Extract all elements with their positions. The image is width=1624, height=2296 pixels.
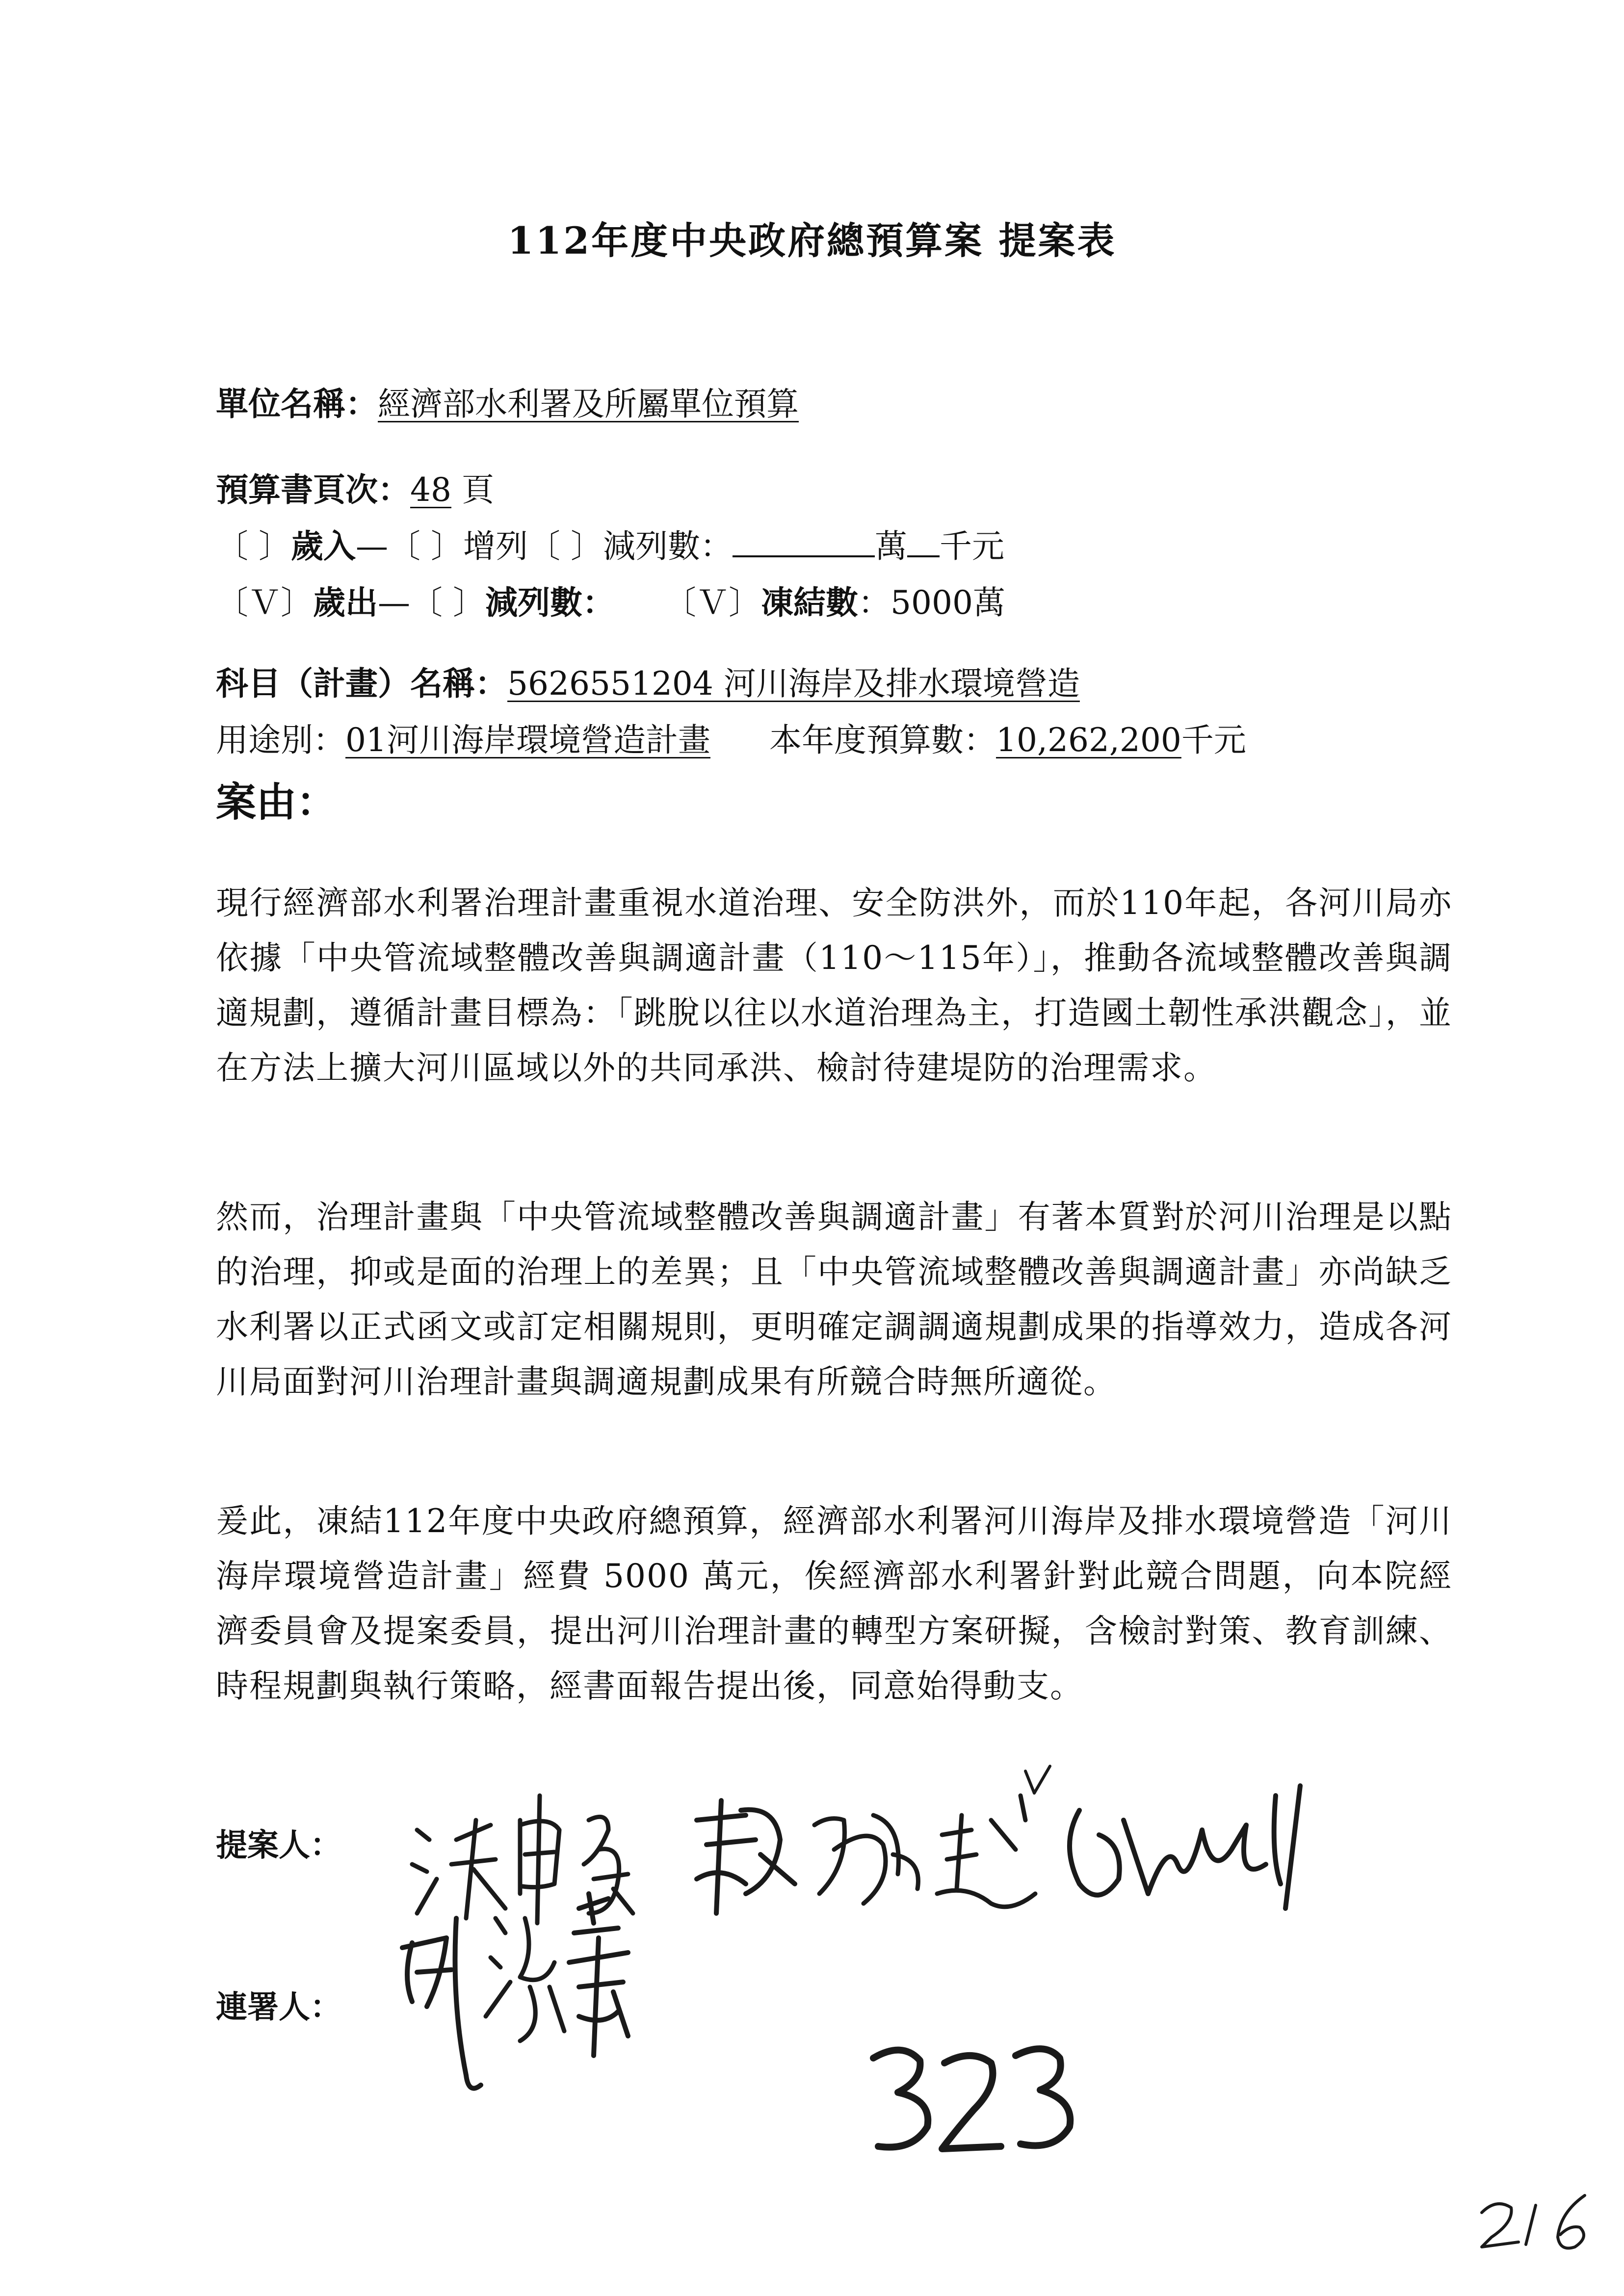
cosigner-label: 連署人： <box>216 1989 341 2026</box>
case-label: 案由： <box>216 779 337 826</box>
revenue-cut-label: 減列數： <box>602 527 733 565</box>
unit-value: 經濟部水利署及所屬單位預算 <box>378 385 799 423</box>
revenue-thousand: 千元 <box>939 527 1004 565</box>
paragraph-3: 爰此，凍結112年度中央政府總預算，經濟部水利署河川海岸及排水環境營造「河川海岸環境營造計畫」經費 5000 萬元，俟經濟部水利署針對此競合問題，向本院經濟委員會及提案委員，提出河川治理計畫的轉型方案研擬，含檢討對策、教育訓練、時程規劃與執行策略，經書面報告提出後，同意始得動支。 <box>216 1502 1452 1705</box>
proposer-label: 提案人： <box>216 1827 341 1864</box>
budget-page-value: 48 <box>410 471 451 509</box>
item-line <box>216 657 1080 704</box>
budget-page-suffix: 頁 <box>451 471 494 509</box>
annual-budget-unit: 千元 <box>1181 721 1246 759</box>
expense-freeze-checkbox: 〔Ｖ〕 <box>663 584 761 622</box>
page-title: 112年度中央政府總預算案 提案表 <box>507 219 1117 262</box>
annual-budget-value: 10,262,200 <box>995 721 1181 759</box>
annual-budget-label: 本年度預算數： <box>769 721 996 759</box>
paragraph-1: 現行經濟部水利署治理計畫重視水道治理、安全防洪外，而於110年起，各河川局亦依據「中央管流域整體改善與調適計畫（110～115年）」，推動各流域整體改善與調適規劃，遵循計畫目標為：「跳脫以往以水道治理為主，打造國土韌性承洪觀念」，並在方法上擴大河川區域以外的共同承洪、檢討待建堤防的治理需求。 <box>216 884 1452 1087</box>
usage-label: 用途別： <box>216 721 345 759</box>
expense-checkbox: 〔Ｖ〕 <box>216 584 313 622</box>
expense-line <box>216 576 1005 623</box>
expense-cut-checkbox: 〔 〕 <box>410 584 485 622</box>
expense-freeze-value: ：5000萬 <box>858 584 1005 622</box>
unit-label: 單位名稱： <box>216 385 378 423</box>
corner-page-number-216 <box>1472 2178 1604 2262</box>
usage-line <box>216 714 1246 760</box>
revenue-add-checkbox: 〔 〕 <box>388 527 463 565</box>
item-value: 5626551204 河川海岸及排水環境營造 <box>507 665 1080 703</box>
budget-page-line <box>216 464 494 510</box>
expense-cut-label: 減列數： <box>485 583 615 622</box>
check-mark <box>1021 1761 1055 1800</box>
budget-page-label: 預算書頁次： <box>216 470 410 509</box>
paragraph-2: 然而，治理計畫與「中央管流域整體改善與調適計畫」有著本質對於河川治理是以點的治理，抑或是面的治理上的差異；且「中央管流域整體改善與調適計畫」亦尚缺乏水利署以正式函文或訂定相關規則，更明確定調調適規劃成果的指導效力，造成各河川局面對河川治理計畫與調適規劃成果有所競合時無所適從。 <box>216 1198 1452 1401</box>
expense-dash: — <box>378 584 410 622</box>
item-label: 科目（計畫）名稱： <box>216 664 507 703</box>
revenue-amount-blank <box>733 526 875 557</box>
revenue-cut-checkbox: 〔 〕 <box>527 527 603 565</box>
cosigner-handwritten-signature <box>383 1879 687 2105</box>
unit-line <box>216 378 799 424</box>
handwritten-number-323 <box>854 2031 1099 2164</box>
revenue-label: 歲入 <box>290 527 356 565</box>
revenue-thousand-blank <box>907 526 940 557</box>
revenue-dash: — <box>355 527 388 565</box>
expense-freeze-label: 凍結數 <box>760 583 858 622</box>
revenue-checkbox: 〔 〕 <box>216 527 291 565</box>
expense-label: 歲出 <box>313 583 378 622</box>
revenue-add-label: 增列 <box>463 527 528 565</box>
revenue-line <box>216 520 1004 567</box>
usage-value: 01河川海岸環境營造計畫 <box>345 721 710 759</box>
revenue-wan: 萬 <box>874 527 907 565</box>
